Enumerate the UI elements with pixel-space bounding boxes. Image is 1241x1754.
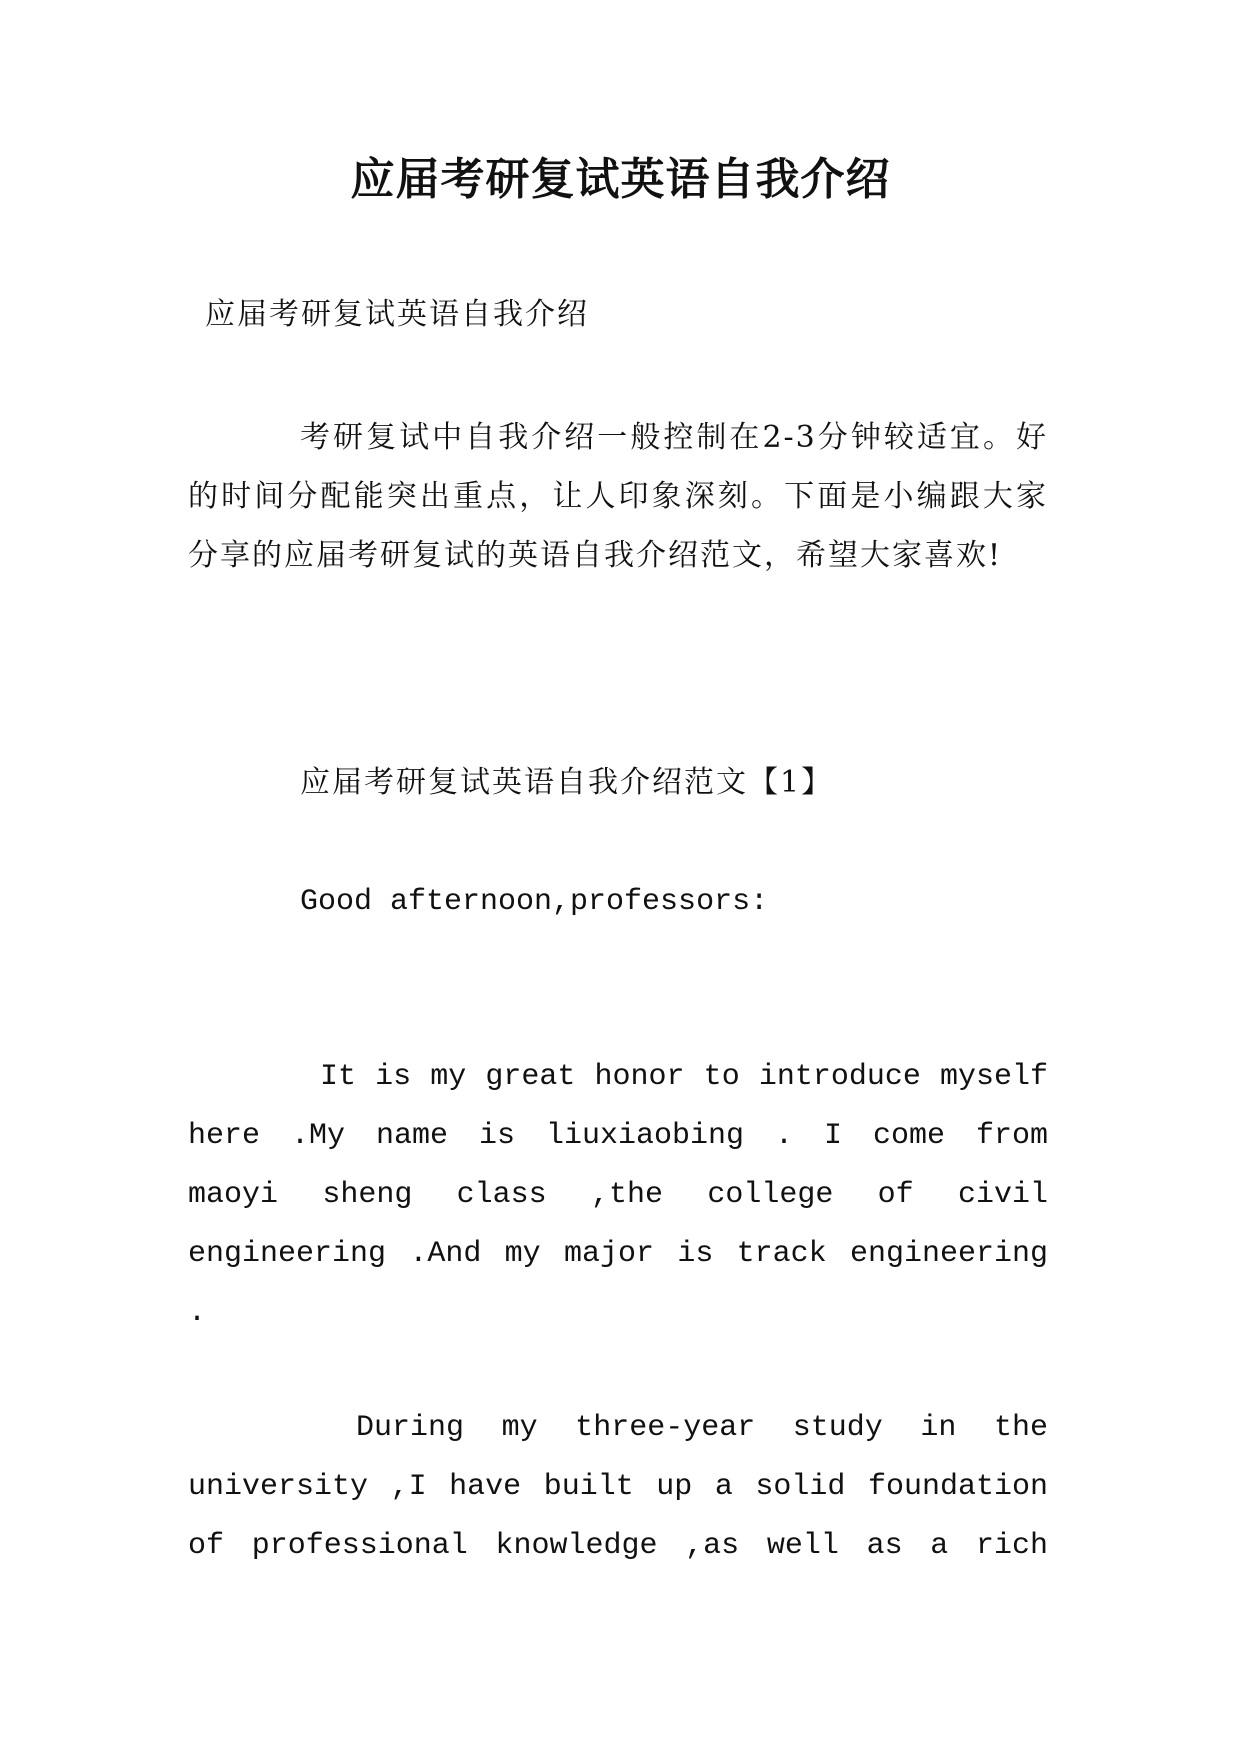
intro-paragraph: 考研复试中自我介绍一般控制在2-3分钟较适宜。好的时间分配能突出重点，让人印象深刻。下面是小编跟大家分享的应届考研复试的英语自我介绍范文，希望大家喜欢!	[188, 420, 1048, 573]
document-title: 应届考研复试英语自我介绍	[350, 154, 891, 205]
body-paragraph-1: It is my great honor to introduce myself here .My name is liuxiaobing . I come from maoyi sheng class ,the college of civil engineering .And my major is track engineering .	[188, 1060, 1048, 1330]
document-subtitle: 应届考研复试英语自我介绍	[205, 297, 589, 332]
greeting-line: Good afternoon,professors:	[300, 885, 769, 919]
body-paragraph-2: During my three-year study in the university ,I have built up a solid foundation of professional knowledge ,as well as a rich	[188, 1411, 1048, 1563]
section-heading: 应届考研复试英语自我介绍范文【1】	[300, 765, 834, 800]
